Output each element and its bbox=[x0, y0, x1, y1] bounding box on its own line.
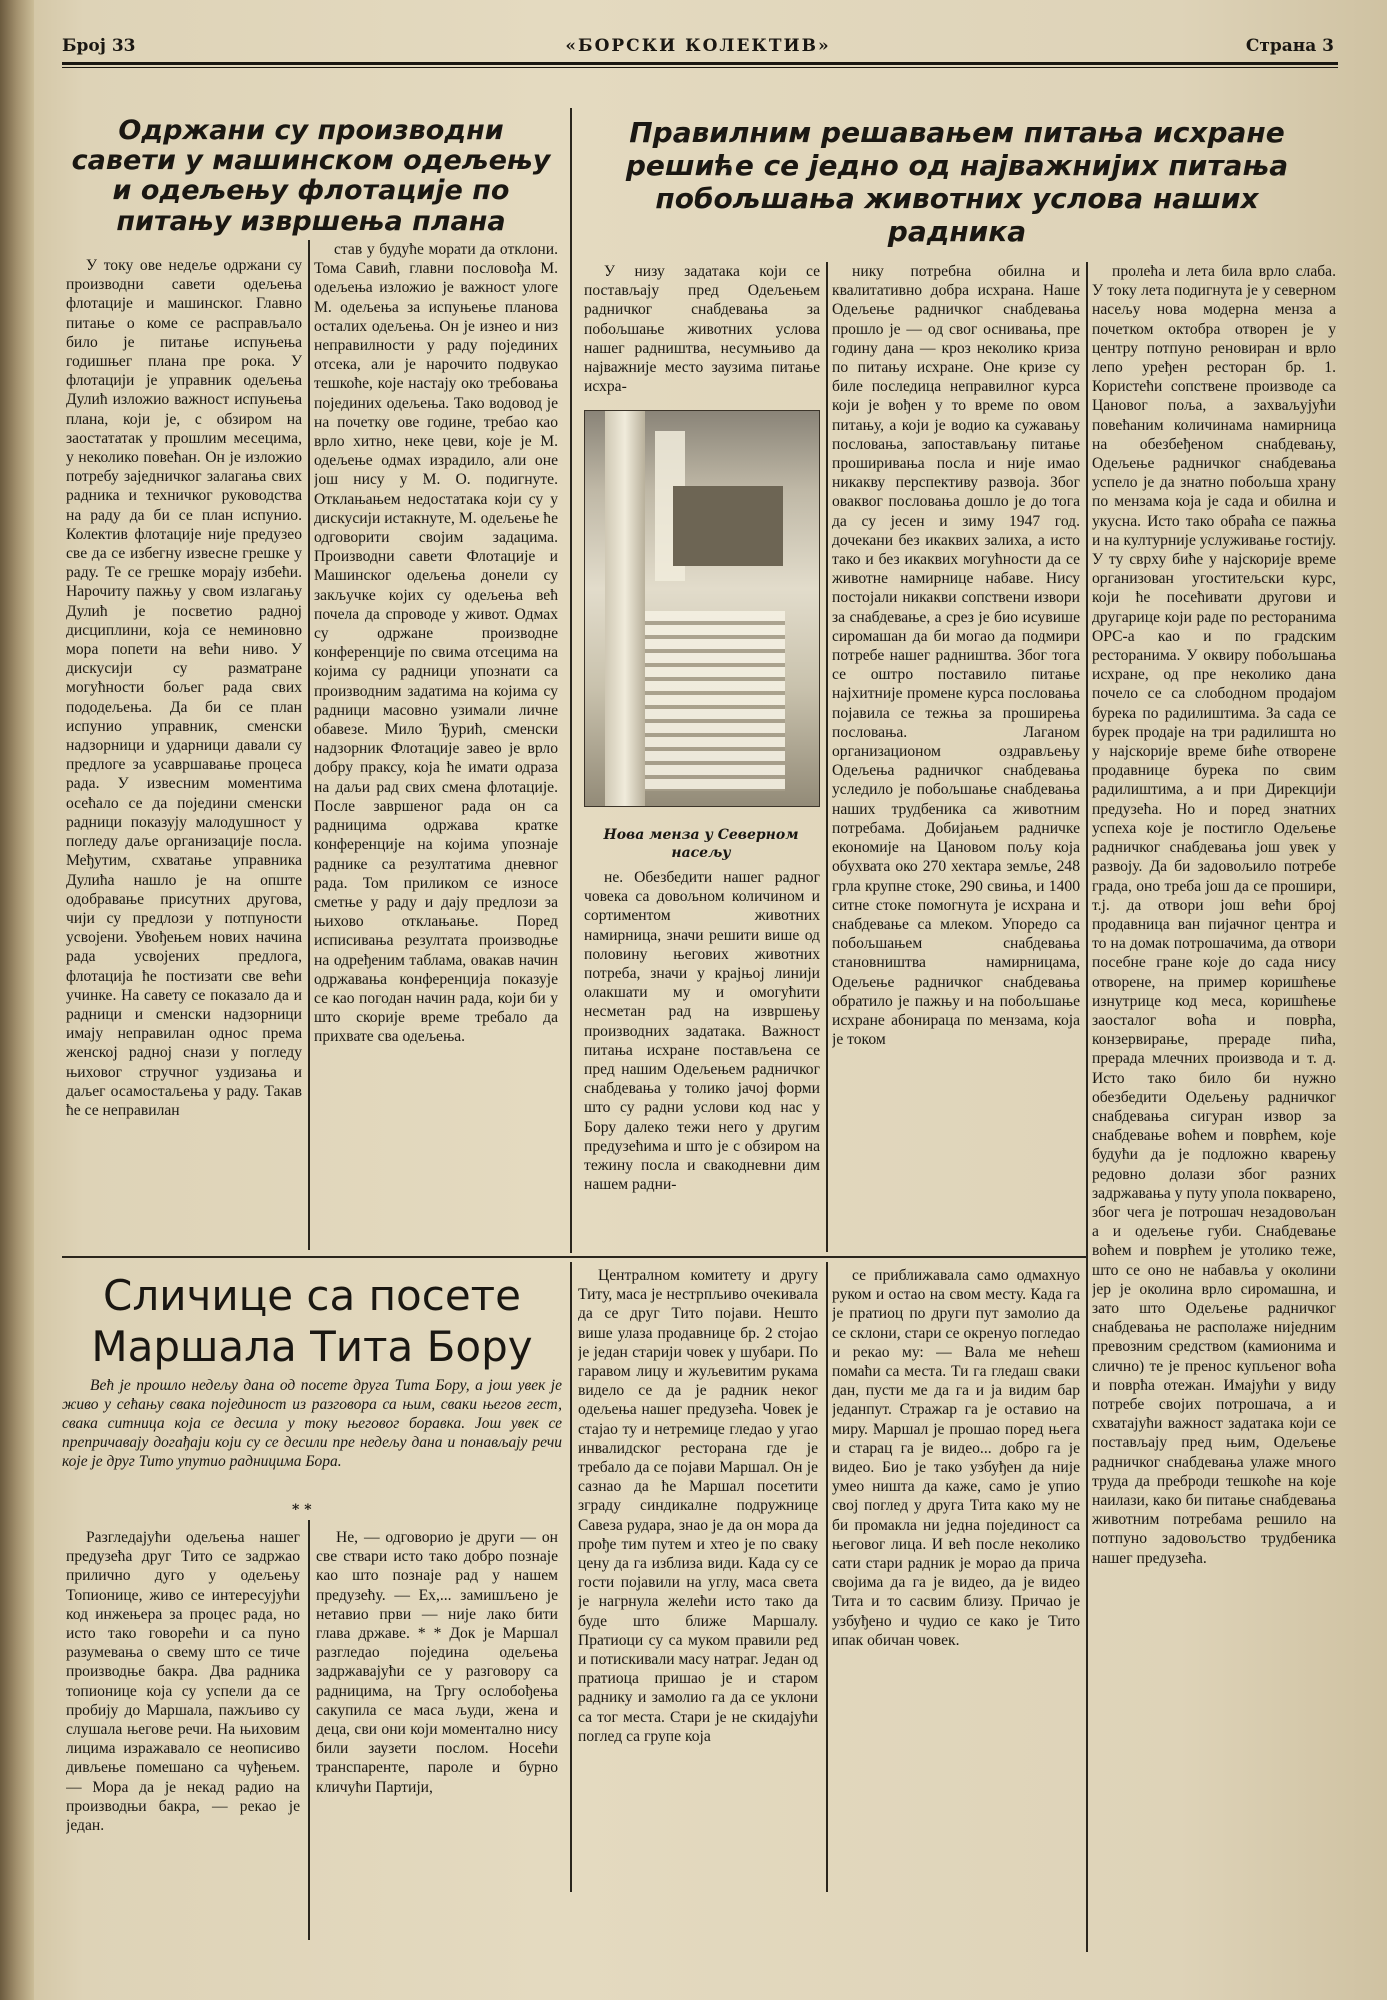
article3-col1-text: Разгледајући одељења нашег предузећа друг Тито се задржао прилично дуго у одељењу Топионице, живо се интересујући код инжењера за процес рада, но исто тако говорећи и са пуно разумевања о свему што се тиче производње бакра. Два радника топионице која су успели да се пробију до Маршала, пажљиво су слушала његове речи. На њиховим лицима изражавало се неописиво дивљење помешано са чуђењем. — Мора да је некад радио на производњи бакра, — рекао је један. bbox=[66, 1529, 300, 1835]
column-divider bbox=[570, 1262, 572, 1892]
column-divider bbox=[826, 1262, 828, 1892]
photo-pillar bbox=[605, 411, 645, 806]
article2-col1b-text: не. Обезбедити нашег радног човека са довољном количином и сортиментом животних намирница, значи решити више од половину његових животних потреба, значи у крајњој линији олакшати му и омогућити несметан рад на извршењу производних задатака. Важност питања исхране постављена се пред нашим Одељењем радничког снабдевања у толико јачој форми што су радни услови код нас у Бору далеко тежи него у другим предузећима и што је с обзиром на тежину посла и свакодневни дим нашем радни- bbox=[584, 869, 820, 1194]
article1-col1-text: У току ове недеље одржани су производни савети одељења флотације и машинског. Главно питање о коме се расправљало било је питање испуњења годишњег плана пре рока. У флотацији је управник одељења Дулић изложио важност испуњења плана, који је, с обзиром на заостататак у прошлим месецима, у неколико повећан. Он је изложио потребу заједничког залагања свих радника и техничког руководства на раду да би се план испунио. Колектив флотације није предузео све да се избегну извесне грешке у раду. Те се грешке морају избећи. Нарочиту пажњу у свом излагању Дулић је посветио радној дисциплини, која се неминовно мора попети на већи ниво. У дискусији су разматране могућности бољег рада свих пододељења. Да би се план испунио управник, сменски надзорници и ударници давали су предлоге за усавршавање процеса рада. У извесним моментима осећало се да поједини сменски радници показују малодушност у погледу даље организације посла. Међутим, схватање управника Дулића нашло је на опште одобравање присутних другова, чији су предлози у потпуности усвојени. Увођењем нових начина рада усвојених предлога, флотација ће постизати све већи учинке. На савету се показало да и радници и сменски надзорници имају неправилан однос према женској радној снази у погледу њиховог стручног уздизања и даљег осамостаљења у раду. Такав ће се неправилан bbox=[66, 257, 302, 1119]
photo-mural bbox=[673, 486, 783, 566]
article2-column-2 bbox=[832, 262, 1080, 1248]
photo-tables bbox=[645, 611, 785, 791]
article1-column-1 bbox=[66, 256, 302, 1246]
article3-col2-text: Не, — одговорио је други — он све ствари исто тако добро познаје као што познаје рад у нашем предузећу. — Ех,... замишљено је нетавио први — није лако бити глава државе. * * Док је Маршал разгледао поједина одељења задржавајући се у разговору са радницима, на Тргу ослобођења сакупила се маса људи, жена и деца, сви они који моментално нису били заузети послом. Носећи транспаренте, пароле и бурно кличући Партији, bbox=[316, 1529, 558, 1796]
page-binding bbox=[0, 0, 34, 2000]
section-stars: * * bbox=[292, 1502, 312, 1518]
article3-column-4 bbox=[832, 1266, 1080, 1896]
article1-col2-text: став у будуће морати да отклони. Тома Савић, главни пословођа М. одељења изложио је важност улоге М. одељења за испуњење планова осталих одељења. Он је изнео и низ неправилности у раду појединих отсека, али је нарочито подвукао тешкоће, које настају око требовања појединих одељења. Тако водовод је на почетку ове године, требао као врло хитно, неке цеви, које је М. одељење одмах израдило, али оне још нису у М. О. подигнуте. Отклањањем недостатака који су у дискусији истакнуте, М. одељење ће одговорити својим задацима. Производни савети Флотације и Машинског одељења донели су закључке којих су одељења већ почела да спроводе у живот. Одмах су одржане производне конференције по свима отсецима на којима су радници упознати са производним задатима на којима су радници масовно узимали личне обавезе. Мило Ђурић, сменски надзорник Флотације завео је врло добру праксу, која ће имати одраза на даљи рад свих смена флотације. После завршеног рада он са радницима одржава кратке конференције на којима упознаје раднике са резултатима дневног рада. Том приликом се износе сметње у раду и дају предлози за њихово отклањање. Поред исписивања резултата производње на одређеним таблама, овакав начин одржавања конференција показује се као погодан начин рада, који би у што скорије време требало да прихвате сва одељења. bbox=[314, 241, 558, 1046]
column-divider bbox=[826, 262, 828, 1252]
header-rule-thin bbox=[62, 67, 1338, 68]
article3-column-2 bbox=[316, 1528, 558, 1868]
canteen-photo bbox=[584, 410, 820, 807]
column-divider bbox=[308, 240, 310, 1250]
masthead-title: «БОРСКИ КОЛЕКТИВ» bbox=[565, 36, 831, 56]
issue-number: Број 33 bbox=[62, 36, 136, 56]
article2-headline: Правилним решавањем питања исхране решиће се једно од најважнијих питања побољшања животних услова наших радника bbox=[625, 116, 1289, 249]
article2-column-1a bbox=[584, 262, 820, 402]
column-divider bbox=[1086, 262, 1088, 1952]
article3-col3-text: Централном комитету и другу Титу, маса је нестрпљиво очекивала да се друг Тито појави. Нешто више улаза продавнице бр. 2 стојао је један старији човек у шубари. По гаравом лицу и жуљевитим рукама видело се да је радник неког одељења нашег предузећа. Човек је стајао ту и нетремице гледао у угао инвалидског ресторана где је требало да се појави Маршал. Он је сазнао да ће Маршал посетити зграду синдикалне подружнице Савеза рударa, знао је да он мора да прође тим путем и хтео је по сваку цену да га изблиза види. Када су се гости појавили на углу, маса света је нагрнула желећи исто тако да буде што ближе Маршалу. Пратиоци су са муком правили ред и потискивали масу натраг. Један од пратиоца пришао је и старом раднику и замолио га да се уклони са тог места. Стари је не скидајући поглед са групе која bbox=[578, 1267, 818, 1745]
article2-col3-text: пролећа и лета била врло слаба. У току лета подигнута је у северном насељу нова модерна менза а почетком октобра отворен је у центру потпуно реновиран и врло лепо уређен ресторан бр. 1. Користећи сопствене производе са Цановог поља, а захваљујући повећаним количинама намирница на обезбеђеном снабдевању, Одељење радничког снабдевања успело је да знатно побољша храну по мензама која је сада и обилна и укусна. Исто тако обраћа се пажња и на културније услуживање гостију. У ту сврху биће у најскорије време организован угоститељски курс, који ће посећивати другови и другарице који раде по ресторанима ОРС-а као и по градским ресторанима. У оквиру побољшања исхране, од пре неколико дана почело се са слободном продајом бурека по радилиштима. За сада се бурек продаје на три радилишта но у најскорије време биће отворене продавнице бурека по свим радилиштима, а и при Дирекцији предузећа. Но и поред знатних успеха које је постигло Одељење радничког снабдевања још увек у развоју. Да би задовољило потребе града, оно треба још да се прошири, т.ј. да отвори још већи број продавница ван пијачног центра и то на домак потрошачима, да отвори посебне гране које до сада нису отворене, на пример коришћење изнутрице код меса, коришћење заосталог воћа и поврћа, конзервирање, прераде пића, прерада млечних производа и т. д. Исто тако било би нужно обезбедити Одељењу радничког снабдевања сигуран извор за снабдевање воћем и поврћем, које будући да је подложно кварењу редовно долази због разних задржавања у путу упола покварено, због чега је потрошач незадовољан а и одељење губи. Снабдевање воћем и поврћем је утолико теже, што се оно не набавља у околини јер је околина врло сиромашна, и зато што Одељење радничког снабдевања не располаже ниједним превозним средством (камионима и слично) те је пренос купљеног воћа и поврћа отежан. Имајући у виду потребе својих потрошача, а и схватајући важност задатака који се постављају пред њим, Одељење радничког снабдевања улаже много труда да преброди тешкоће на које наилази, како би питање снабдевања животним потребама решило на потпуно задовољство трудбеника нашег предузећа. bbox=[1092, 263, 1336, 1567]
page-header bbox=[62, 30, 1334, 60]
article2-col1a-text: У низу задатака који се постављају пред Одељењем радничког снабдевања за побољшање животних услова нашег радништва, несумњиво да најважније место заузима питање исхра- bbox=[584, 263, 820, 396]
column-divider bbox=[308, 1520, 310, 1940]
article3-col4-text: се приближавала само одмахнуо руком и остао на свом месту. Када га је пратиоц по други пут замолио да се склони, стари се окренуо погледао и рекао му: — Вала ме нећеш помаћи са места. Ти га гледаш сваки дан, пусти ме да га и ја видим бар једанпут. Стражар га је оставио на миру. Маршал је прошао поред њега и старац га је видео... добро га је видео. Био је тако узбуђен да није умео ништа да каже, само је упио свој поглед у друга Тита како му не би промакла ни једна појединост са његовог лица. И већ после неколико сати стари радник је морао да прича својима да га је видео, да је видео Тита и то сасвим близу. Причао је узбуђено и чудио се како је Тито ипак обичан човек. bbox=[832, 1267, 1080, 1649]
article2-col2-text: нику потребна обилна и квалитативно добра исхрана. Наше Одељење радничког снабдевања прошло је — од свог оснивања, пре годину дана — кроз неколико криза по питању исхране. Оне кризе су биле последица неправилног курса који је вођен у то време по овом питању, а који је водио ка сужавању пословања, запостављању питање проширивања посла и није имао никакву перспективу развоја. Због оваквог пословања дошло је до тога да су јесен и зиму 1947 год. дочекани без икаквих залиха, а исто тако и без икаквих могућности да се животне намирнице набаве. Нису постојали никакви сопствени извори за снабдевање, а срез је био исувише сиромашан да би могао да подмири потребе нашег радништва. Због тога се оштро поставило питање најхитније промене курса пословања појавила се тежња за проширења пословања. Лаганом организационом оздрављењу Одељења радничког снабдевања уследило је побољшање снабдевања наших трудбеника са животним потребама. Добијањем радничке економије на Цановом пољу која обухвата око 270 хектара земље, 248 грла крупне стоке, 290 свиња, и 1400 ситне стоке помогнута је исхрана и снабдевање са млеком. Упоредо са побољшањем снабдевања становништва намирницама, Одељење радничког снабдевања обратило је пажњу и на побољшање исхране абонираца по мензама, која је током bbox=[832, 263, 1080, 1049]
header-rule bbox=[62, 62, 1338, 65]
article-divider bbox=[570, 108, 572, 1253]
article1-headline: Одржани су производни савети у машинском одељењу и одељењу флотације по питању извршења плана bbox=[71, 115, 551, 237]
photo-caption: Нова менза у Северном насељу bbox=[603, 827, 799, 861]
article3-column-3 bbox=[578, 1266, 818, 1896]
article3-column-1 bbox=[66, 1528, 300, 1858]
section-divider bbox=[62, 1256, 1086, 1258]
article1-column-2 bbox=[314, 240, 558, 1250]
article2-column-1b bbox=[584, 868, 820, 1248]
page-number: Страна 3 bbox=[1245, 36, 1334, 56]
article3-intro-text: Већ је прошло недељу дана од посете друга Тита Бору, а још увек је живо у сећању свака појединост из разговора са њим, сваки његов гест, свака ситница која се десила у току његовог боравка. Још увек се препричавају догађаји који су се десили пре недељу дана и понављају речи које је друг Тито упутио радницима Бора. bbox=[62, 1377, 562, 1470]
article3-intro bbox=[62, 1376, 562, 1471]
article2-column-3 bbox=[1092, 262, 1336, 1902]
article3-headline: Сличице са посете Маршала Тита Бору bbox=[91, 1271, 533, 1372]
